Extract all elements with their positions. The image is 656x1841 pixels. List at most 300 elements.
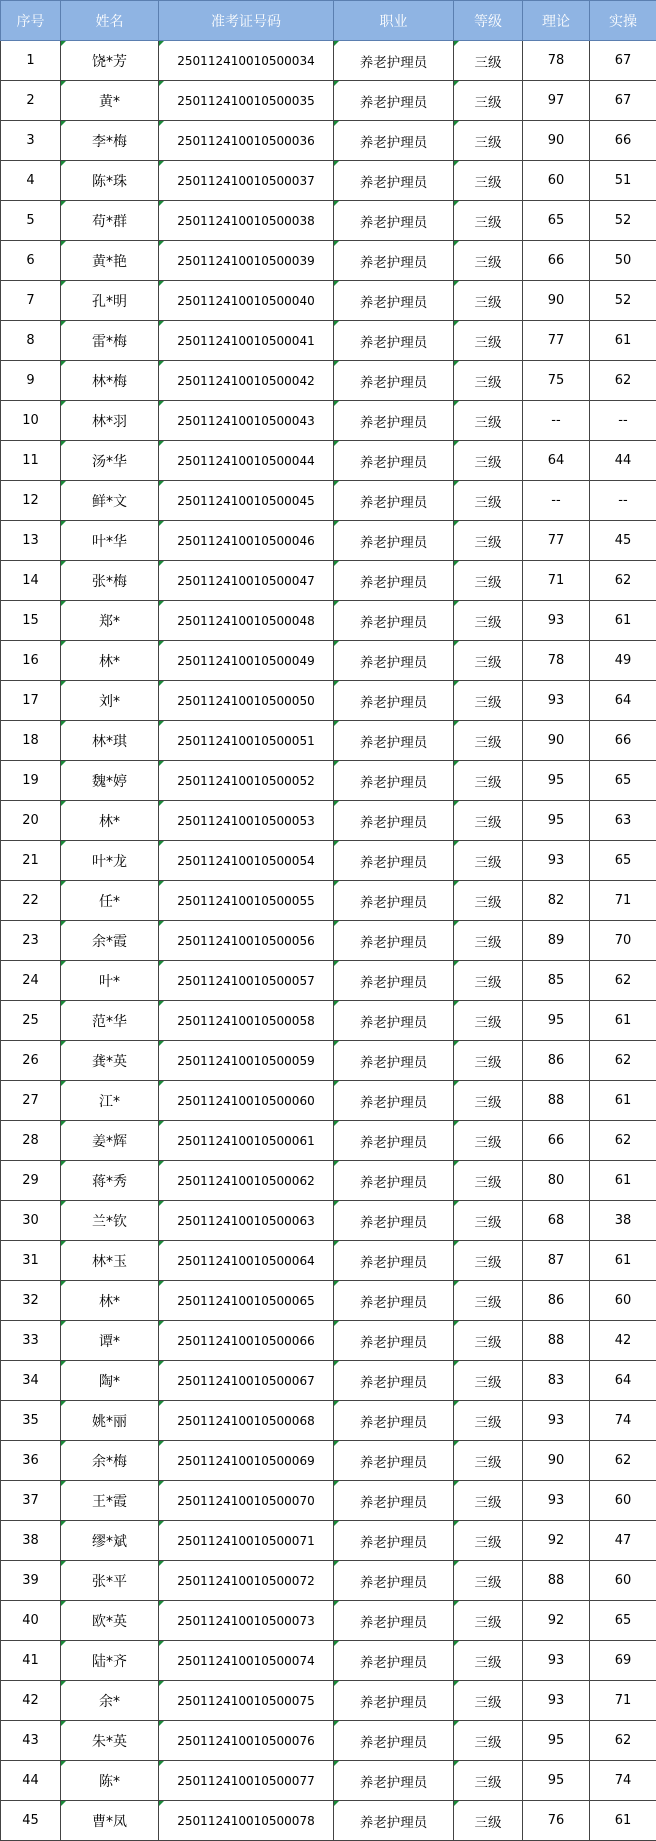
- cell-level: 三级: [454, 961, 523, 1001]
- table-row: [1, 1241, 656, 1281]
- cell-index: 33: [1, 1321, 61, 1361]
- table-row: [1, 561, 656, 601]
- cell-practical: 62: [590, 561, 656, 601]
- cell-exam-id: 250112410010500053: [159, 801, 334, 841]
- cell-occupation: 养老护理员: [334, 1241, 454, 1281]
- cell-index: 38: [1, 1521, 61, 1561]
- cell-index: 6: [1, 241, 61, 281]
- cell-theory: 93: [523, 1401, 590, 1441]
- cell-index: 29: [1, 1161, 61, 1201]
- cell-exam-id: 250112410010500061: [159, 1121, 334, 1161]
- cell-exam-id: 250112410010500055: [159, 881, 334, 921]
- cell-name: 张*平: [61, 1561, 159, 1601]
- cell-exam-id: 250112410010500041: [159, 321, 334, 361]
- cell-index: 43: [1, 1721, 61, 1761]
- cell-index: 22: [1, 881, 61, 921]
- cell-level: 三级: [454, 801, 523, 841]
- cell-index: 30: [1, 1201, 61, 1241]
- cell-level: 三级: [454, 281, 523, 321]
- cell-theory: 93: [523, 601, 590, 641]
- cell-occupation: 养老护理员: [334, 281, 454, 321]
- cell-theory: 85: [523, 961, 590, 1001]
- cell-index: 44: [1, 1761, 61, 1801]
- cell-index: 10: [1, 401, 61, 441]
- cell-name: 林*琪: [61, 721, 159, 761]
- cell-index: 16: [1, 641, 61, 681]
- cell-theory: 92: [523, 1521, 590, 1561]
- cell-occupation: 养老护理员: [334, 601, 454, 641]
- cell-occupation: 养老护理员: [334, 1441, 454, 1481]
- cell-theory: 89: [523, 921, 590, 961]
- cell-level: 三级: [454, 681, 523, 721]
- cell-level: 三级: [454, 561, 523, 601]
- cell-level: 三级: [454, 1361, 523, 1401]
- cell-exam-id: 250112410010500078: [159, 1801, 334, 1841]
- cell-theory: 95: [523, 801, 590, 841]
- cell-occupation: 养老护理员: [334, 681, 454, 721]
- cell-index: 5: [1, 201, 61, 241]
- table-row: [1, 121, 656, 161]
- cell-practical: 69: [590, 1641, 656, 1681]
- cell-occupation: 养老护理员: [334, 1281, 454, 1321]
- cell-name: 叶*: [61, 961, 159, 1001]
- table-row: [1, 1361, 656, 1401]
- cell-occupation: 养老护理员: [334, 1681, 454, 1721]
- table-row: [1, 1561, 656, 1601]
- cell-practical: 50: [590, 241, 656, 281]
- cell-index: 39: [1, 1561, 61, 1601]
- cell-theory: 78: [523, 41, 590, 81]
- cell-practical: 38: [590, 1201, 656, 1241]
- cell-index: 19: [1, 761, 61, 801]
- table-row: [1, 881, 656, 921]
- cell-name: 刘*: [61, 681, 159, 721]
- table-row: [1, 961, 656, 1001]
- cell-theory: 93: [523, 681, 590, 721]
- cell-index: 27: [1, 1081, 61, 1121]
- cell-theory: 93: [523, 1641, 590, 1681]
- cell-occupation: 养老护理员: [334, 1041, 454, 1081]
- table-row: [1, 801, 656, 841]
- cell-level: 三级: [454, 761, 523, 801]
- cell-exam-id: 250112410010500070: [159, 1481, 334, 1521]
- cell-name: 欧*英: [61, 1601, 159, 1641]
- table-row: [1, 1281, 656, 1321]
- cell-name: 陆*齐: [61, 1641, 159, 1681]
- cell-exam-id: 250112410010500046: [159, 521, 334, 561]
- cell-exam-id: 250112410010500056: [159, 921, 334, 961]
- cell-practical: 62: [590, 361, 656, 401]
- cell-theory: 87: [523, 1241, 590, 1281]
- cell-exam-id: 250112410010500067: [159, 1361, 334, 1401]
- table-header: [1, 1, 656, 41]
- cell-exam-id: 250112410010500049: [159, 641, 334, 681]
- cell-exam-id: 250112410010500065: [159, 1281, 334, 1321]
- table-row: [1, 1441, 656, 1481]
- header-level: 等级: [454, 1, 523, 41]
- cell-practical: 42: [590, 1321, 656, 1361]
- cell-practical: 74: [590, 1761, 656, 1801]
- cell-exam-id: 250112410010500058: [159, 1001, 334, 1041]
- table-row: [1, 1601, 656, 1641]
- cell-theory: 93: [523, 1681, 590, 1721]
- cell-theory: 77: [523, 521, 590, 561]
- cell-practical: 61: [590, 1801, 656, 1841]
- cell-theory: 90: [523, 121, 590, 161]
- cell-level: 三级: [454, 1041, 523, 1081]
- table-row: [1, 1121, 656, 1161]
- cell-occupation: 养老护理员: [334, 1321, 454, 1361]
- cell-name: 陈*珠: [61, 161, 159, 201]
- cell-name: 余*霞: [61, 921, 159, 961]
- cell-exam-id: 250112410010500072: [159, 1561, 334, 1601]
- cell-occupation: 养老护理员: [334, 81, 454, 121]
- cell-practical: 60: [590, 1481, 656, 1521]
- table-row: [1, 201, 656, 241]
- cell-name: 缪*斌: [61, 1521, 159, 1561]
- cell-index: 9: [1, 361, 61, 401]
- cell-practical: 64: [590, 681, 656, 721]
- cell-exam-id: 250112410010500048: [159, 601, 334, 641]
- header-theory: 理论: [523, 1, 590, 41]
- cell-practical: 61: [590, 321, 656, 361]
- table-row: [1, 1041, 656, 1081]
- cell-index: 41: [1, 1641, 61, 1681]
- cell-name: 李*梅: [61, 121, 159, 161]
- cell-theory: --: [523, 481, 590, 521]
- cell-occupation: 养老护理员: [334, 1521, 454, 1561]
- table-row: [1, 441, 656, 481]
- cell-level: 三级: [454, 1121, 523, 1161]
- cell-occupation: 养老护理员: [334, 521, 454, 561]
- cell-theory: 88: [523, 1081, 590, 1121]
- table-row: [1, 841, 656, 881]
- cell-exam-id: 250112410010500066: [159, 1321, 334, 1361]
- cell-practical: 47: [590, 1521, 656, 1561]
- cell-name: 叶*华: [61, 521, 159, 561]
- cell-occupation: 养老护理员: [334, 1201, 454, 1241]
- cell-exam-id: 250112410010500038: [159, 201, 334, 241]
- cell-occupation: 养老护理员: [334, 1801, 454, 1841]
- cell-index: 8: [1, 321, 61, 361]
- cell-index: 12: [1, 481, 61, 521]
- table-row: [1, 1521, 656, 1561]
- cell-exam-id: 250112410010500077: [159, 1761, 334, 1801]
- cell-practical: 66: [590, 121, 656, 161]
- cell-exam-id: 250112410010500050: [159, 681, 334, 721]
- table-row: [1, 1001, 656, 1041]
- cell-level: 三级: [454, 1281, 523, 1321]
- table-row: [1, 721, 656, 761]
- cell-level: 三级: [454, 1681, 523, 1721]
- cell-theory: 86: [523, 1041, 590, 1081]
- table-row: [1, 481, 656, 521]
- cell-name: 陈*: [61, 1761, 159, 1801]
- cell-index: 3: [1, 121, 61, 161]
- cell-occupation: 养老护理员: [334, 961, 454, 1001]
- cell-exam-id: 250112410010500037: [159, 161, 334, 201]
- cell-practical: 51: [590, 161, 656, 201]
- cell-exam-id: 250112410010500069: [159, 1441, 334, 1481]
- table-row: [1, 1161, 656, 1201]
- cell-exam-id: 250112410010500062: [159, 1161, 334, 1201]
- cell-practical: 65: [590, 841, 656, 881]
- table-row: [1, 1801, 656, 1841]
- cell-name: 林*羽: [61, 401, 159, 441]
- cell-occupation: 养老护理员: [334, 1761, 454, 1801]
- cell-index: 35: [1, 1401, 61, 1441]
- cell-practical: 66: [590, 721, 656, 761]
- table-row: [1, 681, 656, 721]
- cell-exam-id: 250112410010500071: [159, 1521, 334, 1561]
- cell-theory: 88: [523, 1321, 590, 1361]
- cell-name: 叶*龙: [61, 841, 159, 881]
- cell-occupation: 养老护理员: [334, 1001, 454, 1041]
- cell-level: 三级: [454, 1161, 523, 1201]
- table-row: [1, 1081, 656, 1121]
- cell-name: 汤*华: [61, 441, 159, 481]
- table-row: [1, 241, 656, 281]
- cell-theory: 95: [523, 761, 590, 801]
- table-row: [1, 1201, 656, 1241]
- cell-name: 江*: [61, 1081, 159, 1121]
- cell-theory: 97: [523, 81, 590, 121]
- cell-index: 4: [1, 161, 61, 201]
- cell-index: 34: [1, 1361, 61, 1401]
- cell-exam-id: 250112410010500057: [159, 961, 334, 1001]
- cell-name: 雷*梅: [61, 321, 159, 361]
- table-row: [1, 1761, 656, 1801]
- cell-occupation: 养老护理员: [334, 1121, 454, 1161]
- cell-index: 45: [1, 1801, 61, 1841]
- table-row: [1, 761, 656, 801]
- cell-name: 鲜*文: [61, 481, 159, 521]
- cell-theory: 88: [523, 1561, 590, 1601]
- cell-exam-id: 250112410010500045: [159, 481, 334, 521]
- cell-index: 28: [1, 1121, 61, 1161]
- table-row: [1, 401, 656, 441]
- cell-occupation: 养老护理员: [334, 361, 454, 401]
- cell-name: 张*梅: [61, 561, 159, 601]
- cell-occupation: 养老护理员: [334, 761, 454, 801]
- cell-level: 三级: [454, 1481, 523, 1521]
- cell-theory: 95: [523, 1761, 590, 1801]
- cell-practical: 64: [590, 1361, 656, 1401]
- cell-index: 31: [1, 1241, 61, 1281]
- cell-occupation: 养老护理员: [334, 1361, 454, 1401]
- cell-name: 林*: [61, 801, 159, 841]
- table-row: [1, 1721, 656, 1761]
- cell-theory: 71: [523, 561, 590, 601]
- cell-exam-id: 250112410010500068: [159, 1401, 334, 1441]
- table-body: [1, 41, 656, 1841]
- cell-exam-id: 250112410010500039: [159, 241, 334, 281]
- cell-occupation: 养老护理员: [334, 921, 454, 961]
- cell-name: 任*: [61, 881, 159, 921]
- cell-practical: 71: [590, 1681, 656, 1721]
- cell-practical: 70: [590, 921, 656, 961]
- cell-index: 2: [1, 81, 61, 121]
- cell-index: 14: [1, 561, 61, 601]
- cell-occupation: 养老护理员: [334, 241, 454, 281]
- cell-occupation: 养老护理员: [334, 201, 454, 241]
- cell-practical: 67: [590, 41, 656, 81]
- cell-index: 36: [1, 1441, 61, 1481]
- cell-exam-id: 250112410010500034: [159, 41, 334, 81]
- cell-practical: 62: [590, 961, 656, 1001]
- cell-level: 三级: [454, 1241, 523, 1281]
- cell-name: 蒋*秀: [61, 1161, 159, 1201]
- cell-exam-id: 250112410010500044: [159, 441, 334, 481]
- cell-level: 三级: [454, 361, 523, 401]
- header-name: 姓名: [61, 1, 159, 41]
- cell-index: 15: [1, 601, 61, 641]
- cell-practical: 45: [590, 521, 656, 561]
- cell-level: 三级: [454, 721, 523, 761]
- cell-practical: 71: [590, 881, 656, 921]
- table-row: [1, 521, 656, 561]
- cell-index: 42: [1, 1681, 61, 1721]
- cell-exam-id: 250112410010500043: [159, 401, 334, 441]
- cell-occupation: 养老护理员: [334, 1161, 454, 1201]
- cell-theory: 95: [523, 1001, 590, 1041]
- cell-exam-id: 250112410010500064: [159, 1241, 334, 1281]
- cell-level: 三级: [454, 1401, 523, 1441]
- cell-level: 三级: [454, 1201, 523, 1241]
- cell-theory: 60: [523, 161, 590, 201]
- table-row: [1, 1321, 656, 1361]
- cell-theory: --: [523, 401, 590, 441]
- cell-occupation: 养老护理员: [334, 481, 454, 521]
- cell-level: 三级: [454, 441, 523, 481]
- cell-level: 三级: [454, 601, 523, 641]
- header-row: [1, 1, 656, 41]
- cell-name: 林*玉: [61, 1241, 159, 1281]
- cell-practical: 60: [590, 1561, 656, 1601]
- cell-practical: 61: [590, 1081, 656, 1121]
- header-index: 序号: [1, 1, 61, 41]
- cell-level: 三级: [454, 1321, 523, 1361]
- cell-exam-id: 250112410010500074: [159, 1641, 334, 1681]
- table-row: [1, 1681, 656, 1721]
- cell-exam-id: 250112410010500075: [159, 1681, 334, 1721]
- cell-practical: 63: [590, 801, 656, 841]
- cell-level: 三级: [454, 1601, 523, 1641]
- cell-practical: --: [590, 481, 656, 521]
- table-row: [1, 601, 656, 641]
- cell-name: 余*梅: [61, 1441, 159, 1481]
- cell-name: 林*: [61, 1281, 159, 1321]
- cell-level: 三级: [454, 1521, 523, 1561]
- cell-name: 林*梅: [61, 361, 159, 401]
- cell-name: 苟*群: [61, 201, 159, 241]
- cell-practical: 74: [590, 1401, 656, 1441]
- cell-occupation: 养老护理员: [334, 1081, 454, 1121]
- cell-theory: 92: [523, 1601, 590, 1641]
- cell-occupation: 养老护理员: [334, 161, 454, 201]
- table-row: [1, 281, 656, 321]
- cell-occupation: 养老护理员: [334, 881, 454, 921]
- cell-occupation: 养老护理员: [334, 721, 454, 761]
- cell-practical: 67: [590, 81, 656, 121]
- cell-level: 三级: [454, 841, 523, 881]
- cell-level: 三级: [454, 921, 523, 961]
- cell-index: 24: [1, 961, 61, 1001]
- cell-theory: 66: [523, 1121, 590, 1161]
- cell-level: 三级: [454, 121, 523, 161]
- cell-level: 三级: [454, 1441, 523, 1481]
- cell-practical: 44: [590, 441, 656, 481]
- cell-name: 范*华: [61, 1001, 159, 1041]
- cell-practical: 62: [590, 1121, 656, 1161]
- table-row: [1, 81, 656, 121]
- cell-level: 三级: [454, 241, 523, 281]
- cell-level: 三级: [454, 401, 523, 441]
- cell-name: 黄*艳: [61, 241, 159, 281]
- cell-practical: 61: [590, 1161, 656, 1201]
- cell-exam-id: 250112410010500035: [159, 81, 334, 121]
- cell-index: 25: [1, 1001, 61, 1041]
- cell-name: 朱*英: [61, 1721, 159, 1761]
- cell-theory: 75: [523, 361, 590, 401]
- cell-occupation: 养老护理员: [334, 641, 454, 681]
- cell-occupation: 养老护理员: [334, 441, 454, 481]
- cell-index: 37: [1, 1481, 61, 1521]
- cell-level: 三级: [454, 161, 523, 201]
- cell-name: 饶*芳: [61, 41, 159, 81]
- cell-theory: 68: [523, 1201, 590, 1241]
- cell-level: 三级: [454, 1561, 523, 1601]
- cell-name: 谭*: [61, 1321, 159, 1361]
- cell-name: 姜*辉: [61, 1121, 159, 1161]
- cell-occupation: 养老护理员: [334, 1721, 454, 1761]
- cell-theory: 93: [523, 1481, 590, 1521]
- cell-exam-id: 250112410010500036: [159, 121, 334, 161]
- cell-index: 1: [1, 41, 61, 81]
- cell-occupation: 养老护理员: [334, 841, 454, 881]
- cell-index: 18: [1, 721, 61, 761]
- table-row: [1, 1401, 656, 1441]
- header-exam-id: 准考证号码: [159, 1, 334, 41]
- cell-level: 三级: [454, 1721, 523, 1761]
- cell-name: 郑*: [61, 601, 159, 641]
- table-row: [1, 1481, 656, 1521]
- cell-level: 三级: [454, 521, 523, 561]
- cell-theory: 93: [523, 841, 590, 881]
- cell-index: 23: [1, 921, 61, 961]
- cell-exam-id: 250112410010500051: [159, 721, 334, 761]
- cell-level: 三级: [454, 201, 523, 241]
- cell-index: 7: [1, 281, 61, 321]
- cell-level: 三级: [454, 1001, 523, 1041]
- cell-theory: 83: [523, 1361, 590, 1401]
- table-row: [1, 41, 656, 81]
- cell-level: 三级: [454, 481, 523, 521]
- cell-practical: 49: [590, 641, 656, 681]
- cell-level: 三级: [454, 1081, 523, 1121]
- cell-level: 三级: [454, 881, 523, 921]
- cell-theory: 95: [523, 1721, 590, 1761]
- cell-occupation: 养老护理员: [334, 401, 454, 441]
- cell-index: 20: [1, 801, 61, 841]
- cell-practical: 61: [590, 1241, 656, 1281]
- cell-practical: 62: [590, 1041, 656, 1081]
- cell-name: 兰*钦: [61, 1201, 159, 1241]
- cell-exam-id: 250112410010500040: [159, 281, 334, 321]
- table-row: [1, 921, 656, 961]
- cell-theory: 80: [523, 1161, 590, 1201]
- table-row: [1, 161, 656, 201]
